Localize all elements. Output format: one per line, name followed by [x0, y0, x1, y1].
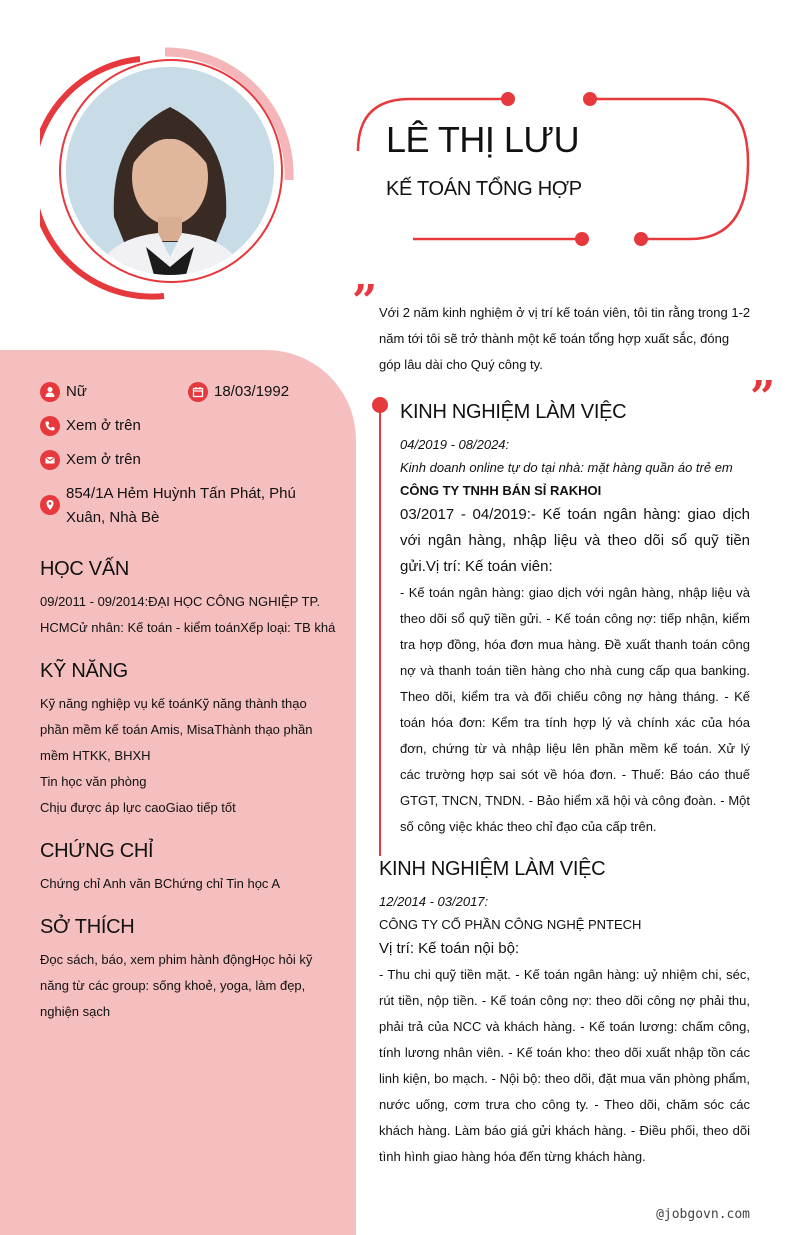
- contact-birthday: [188, 380, 289, 404]
- skill-item: Chịu được áp lực caoGiao tiếp tốt: [40, 800, 236, 815]
- mail-icon: [40, 450, 60, 470]
- contact-address: [40, 482, 310, 530]
- objective-text: Với 2 năm kinh nghiệm ở vị trí kế toán viên, tôi tin rằng trong 1-2 năm tới tôi sẽ trở thành một kế toán tổng hợp xuất sắc, đóng góp lâu dài cho Quý công ty.: [379, 305, 751, 372]
- phone-icon: [40, 416, 60, 436]
- experience1-heading: KINH NGHIỆM LÀM VIỆC: [400, 401, 627, 423]
- watermark: @jobgovn.com: [656, 1207, 750, 1222]
- job-title: KẾ TOÁN TỔNG HỢP: [386, 178, 582, 200]
- contact-email: [40, 448, 141, 472]
- gender-value: Nữ: [66, 383, 87, 400]
- skills-heading: KỸ NĂNG: [40, 660, 128, 682]
- certificates-heading: CHỨNG CHỈ: [40, 840, 154, 862]
- person-icon: [40, 382, 60, 402]
- experience2-heading: KINH NGHIỆM LÀM VIỆC: [379, 858, 606, 880]
- experience1-period: 04/2019 - 08/2024:: [400, 437, 510, 452]
- timeline-dot: [372, 397, 388, 413]
- experience2-body: [379, 890, 750, 1170]
- calendar-icon: [188, 382, 208, 402]
- birthday-value: 18/03/1992: [214, 383, 290, 400]
- email-value: Xem ở trên: [66, 451, 141, 468]
- experience2-company: CÔNG TY CỔ PHẦN CÔNG NGHỆ PNTECH: [379, 917, 642, 932]
- timeline-line: [379, 406, 381, 856]
- hobbies-text: Đọc sách, báo, xem phim hành độngHọc hỏi kỹ năng từ các group: sống khoẻ, yoga, làm đẹp, nghiện sạch: [40, 952, 313, 1019]
- certificates-text: Chứng chỉ Anh văn BChứng chỉ Tin học A: [40, 876, 280, 891]
- quote-open-icon: ”: [352, 276, 378, 327]
- experience2-details: - Thu chi quỹ tiền mặt. - Kế toán ngân hàng: uỷ nhiệm chi, séc, rút tiền, nộp tiền. - Kế toán công nợ: theo dõi công nợ phải thu, phải trả của NCC và khách hàng. - Kế toán lương: chấm công, tính lương nhân viên. - Kế toán kho: theo dõi xuất nhập tồn các linh kiện, bo mạch. - Nội bộ: theo dõi, đặt mua văn phòng phẩm, nước uống, cơm trưa cho công ty. - Theo dõi, chăm sóc các khách hàng. Làm báo giá gửi khách hàng. - Điều phối, theo dõi tình hình giao hàng hóa đến từng khách hàng.: [379, 967, 750, 1164]
- address-value: 854/1A Hẻm Huỳnh Tấn Phát, Phú Xuân, Nhà Bè: [66, 485, 296, 526]
- experience1-body: [400, 433, 750, 840]
- contact-phone: [40, 414, 141, 438]
- experience1-details: - Kế toán ngân hàng: giao dịch với ngân hàng, nhập liệu và theo dõi sổ quỹ tiền gửi. - Kế toán công nợ: tiếp nhận, kiểm tra hợp đồng, hóa đơn mua hàng. Đề xuất thanh toán công nợ và thanh toán tiền hàng cho nhà cung cấp qua banking. Theo dõi, kiểm tra và đối chiếu công nợ hàng tháng. - Kế toán hóa đơn: Kểm tra tính hợp lý và chính xác của hóa đơn, chứng từ và nhập liệu lên phần mềm kế toán. Xử lý các trường hợp sai sót về hóa đơn. - Thuế: Báo cáo thuế GTGT, TNCN, TNDN. - Bảo hiểm xã hội và công đoàn. - Một số công việc khác theo chỉ đạo của cấp trên.: [400, 585, 750, 834]
- hobbies-heading: SỞ THÍCH: [40, 916, 135, 938]
- quote-close-icon: ”: [750, 372, 776, 423]
- contact-gender: [40, 380, 87, 404]
- experience2-position: Vị trí: Kế toán nội bộ:: [379, 940, 520, 957]
- phone-value: Xem ở trên: [66, 417, 141, 434]
- experience1-role: Kinh doanh online tự do tại nhà: mặt hàng quần áo trẻ em: [400, 460, 733, 475]
- skill-item: Tin học văn phòng: [40, 774, 147, 789]
- skills-list: [40, 691, 330, 821]
- candidate-name: LÊ THỊ LƯU: [386, 119, 580, 160]
- experience1-company: CÔNG TY TNHH BÁN SỈ RAKHOI: [400, 483, 602, 498]
- skill-item: Kỹ năng nghiệp vụ kế toánKỹ năng thành thạo phần mềm kế toán Amis, MisaThành thạo phần mềm HTKK, BHXH: [40, 696, 313, 763]
- name-frame: [350, 85, 760, 255]
- experience1-summary: 03/2017 - 04/2019:- Kế toán ngân hàng: giao dịch với ngân hàng, nhập liệu và theo dõi sổ quỹ tiền gửi.Vị trí: Kế toán viên:: [400, 506, 750, 575]
- experience2-period: 12/2014 - 03/2017:: [379, 894, 489, 909]
- location-pin-icon: [40, 495, 60, 515]
- avatar: [66, 67, 274, 275]
- education-text: 09/2011 - 09/2014:ĐẠI HỌC CÔNG NGHIỆP TP. HCMCử nhân: Kế toán - kiểm toánXếp loại: TB khá: [40, 594, 336, 635]
- education-heading: HỌC VẤN: [40, 558, 130, 580]
